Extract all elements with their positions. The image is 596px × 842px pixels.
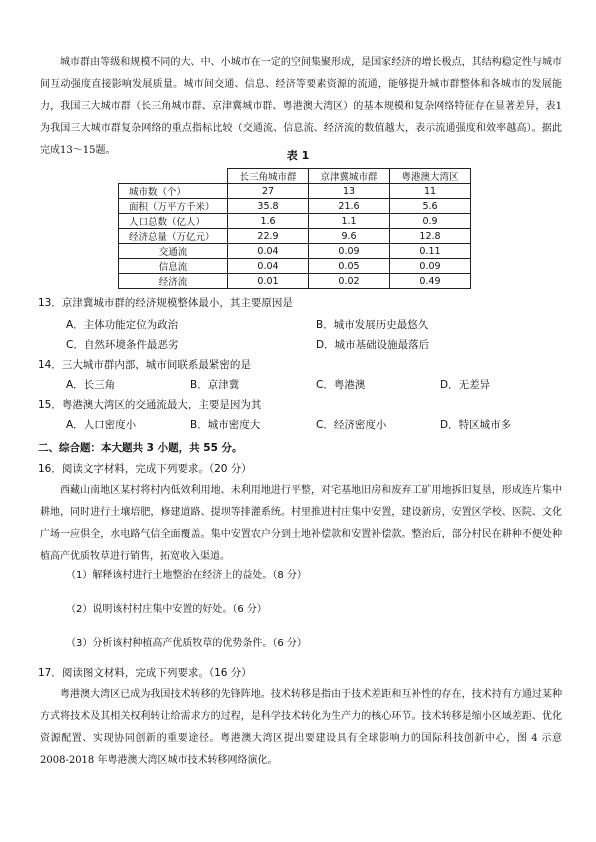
table-cell: 0.49 — [390, 274, 471, 289]
table-corner — [119, 169, 228, 184]
table-cell: 0.04 — [228, 259, 309, 274]
q15-option-b: B．城市密度大 — [190, 419, 261, 431]
q14-option-a: A．长三角 — [66, 379, 116, 391]
table-cell: 13 — [309, 184, 390, 199]
table-cell: 27 — [228, 184, 309, 199]
question-14-stem: 14．三大城市群内部，城市间联系最紧密的是 — [38, 359, 251, 371]
q14-option-b: B．京津冀 — [190, 379, 240, 391]
q14-option-d: D．无差异 — [440, 379, 491, 391]
q16-sub-1: （1）解释该村进行土地整治在经济上的益处。（8 分） — [66, 570, 307, 581]
q16-material: 西藏山南地区某村将村内低效利用地、未利用地进行平整，对宅基地旧房和废弃工矿用地拆旧复垦，形成连片集中耕地，同时进行土壤培肥，修建道路、提坝等排灌系统。村里推进村庄集中安置，建设新房，安置区学校、医院、文化广场一应俱全，水电路气信全面覆盖。集中安置农户分到土地补偿款和安置补偿款。整治后，部分村民在耕种不便处种植高产优质牧草进行销售，拓宽收入渠道。 — [40, 485, 562, 562]
table-cell: 0.09 — [390, 259, 471, 274]
q15-option-a: A．人口密度小 — [66, 419, 137, 431]
q13-option-c: C．自然环境条件最恶劣 — [66, 339, 179, 351]
row-label: 经济流 — [119, 274, 228, 289]
table-header: 京津冀城市群 — [309, 169, 390, 184]
table-cell: 1.1 — [309, 214, 390, 229]
question-17-stem: 17．阅读图文材料，完成下列要求。（16 分） — [38, 667, 252, 679]
table-cell: 21.6 — [309, 199, 390, 214]
table-cell: 0.01 — [228, 274, 309, 289]
table-cell: 1.6 — [228, 214, 309, 229]
q15-option-d: D．特区城市多 — [440, 419, 512, 431]
table-title: 表 1 — [286, 149, 310, 162]
row-label: 人口总数（亿人） — [119, 214, 228, 229]
question-16-stem: 16．阅读文字材料，完成下列要求。（20 分） — [38, 463, 252, 475]
table-cell: 0.11 — [390, 244, 471, 259]
table-row — [119, 199, 471, 214]
table-cell: 0.05 — [309, 259, 390, 274]
table-cell: 22.9 — [228, 229, 309, 244]
table-cell: 5.6 — [390, 199, 471, 214]
table-header: 长三角城市群 — [228, 169, 309, 184]
table-row — [119, 229, 471, 244]
q17-material: 粤港澳大湾区已成为我国技术转移的先锋阵地。技术转移是指由于技术差距和互补性的存在，技术持有方通过某种方式将技术及其相关权利转让给需求方的过程，是科学技术转化为生产力的核心环节。技术转移是缩小区域差距、优化资源配置、实现协同创新的重要途径。粤港澳大湾区提出要建设具有全球影响力的国际科技创新中心，图 4 示意 2008-2018 年粤港澳大湾区城市技术转移网络演化。 — [40, 689, 562, 766]
table-cell: 0.04 — [228, 244, 309, 259]
table-row — [119, 274, 471, 289]
q14-option-c: C．粤港澳 — [316, 379, 366, 391]
table-header-row — [119, 169, 471, 184]
table-cell: 0.02 — [309, 274, 390, 289]
row-label: 城市数（个） — [119, 184, 228, 199]
q13-option-d: D．城市基础设施最落后 — [316, 339, 430, 351]
data-table — [118, 168, 471, 289]
section-heading: 二、综合题：本大题共 3 小题，共 55 分。 — [38, 442, 243, 454]
question-15-stem: 15．粤港澳大湾区的交通流最大，主要是因为其 — [38, 399, 262, 411]
q16-sub-3: （3）分析该村种植高产优质牧草的优势条件。（6 分） — [66, 638, 307, 649]
table-cell: 11 — [390, 184, 471, 199]
q15-option-c: C．经济密度小 — [316, 419, 387, 431]
table-cell: 0.09 — [309, 244, 390, 259]
q13-option-a: A．主体功能定位为政治 — [66, 319, 179, 331]
table-row — [119, 259, 471, 274]
row-label: 经济总量（万亿元） — [119, 229, 228, 244]
intro-paragraph: 城市群由等级和规模不同的大、中、小城市在一定的空间集聚形成，是国家经济的增长极点，其结构稳定性与城市间互动强度直接影响发展质量。城市间交通、信息、经济等要素资源的流通，能够提升城市群整体和各城市的发展能力，我国三大城市群（长三角城市群、京津冀城市群、粤港澳大湾区）的基本规模和复杂网络特征存在显著差异，表1为我国三大城市群复杂网络的重点指标比较（交通流、信息流、经济流的数值越大，表示流通强度和效率越高）。据此完成13～15题。 — [40, 57, 562, 156]
q13-option-b: B．城市发展历史最悠久 — [316, 319, 429, 331]
table-row — [119, 214, 471, 229]
q16-sub-2: （2）说明该村村庄集中安置的好处。（6 分） — [66, 604, 267, 615]
row-label: 面积（万平方千米） — [119, 199, 228, 214]
row-label: 交通流 — [119, 244, 228, 259]
table-row — [119, 184, 471, 199]
table-cell: 35.8 — [228, 199, 309, 214]
table-cell: 9.6 — [309, 229, 390, 244]
row-label: 信息流 — [119, 259, 228, 274]
table-cell: 12.8 — [390, 229, 471, 244]
table-cell: 0.9 — [390, 214, 471, 229]
question-13-stem: 13．京津冀城市群的经济规模整体最小，其主要原因是 — [38, 297, 293, 309]
table-header: 粤港澳大湾区 — [390, 169, 471, 184]
table-row — [119, 244, 471, 259]
